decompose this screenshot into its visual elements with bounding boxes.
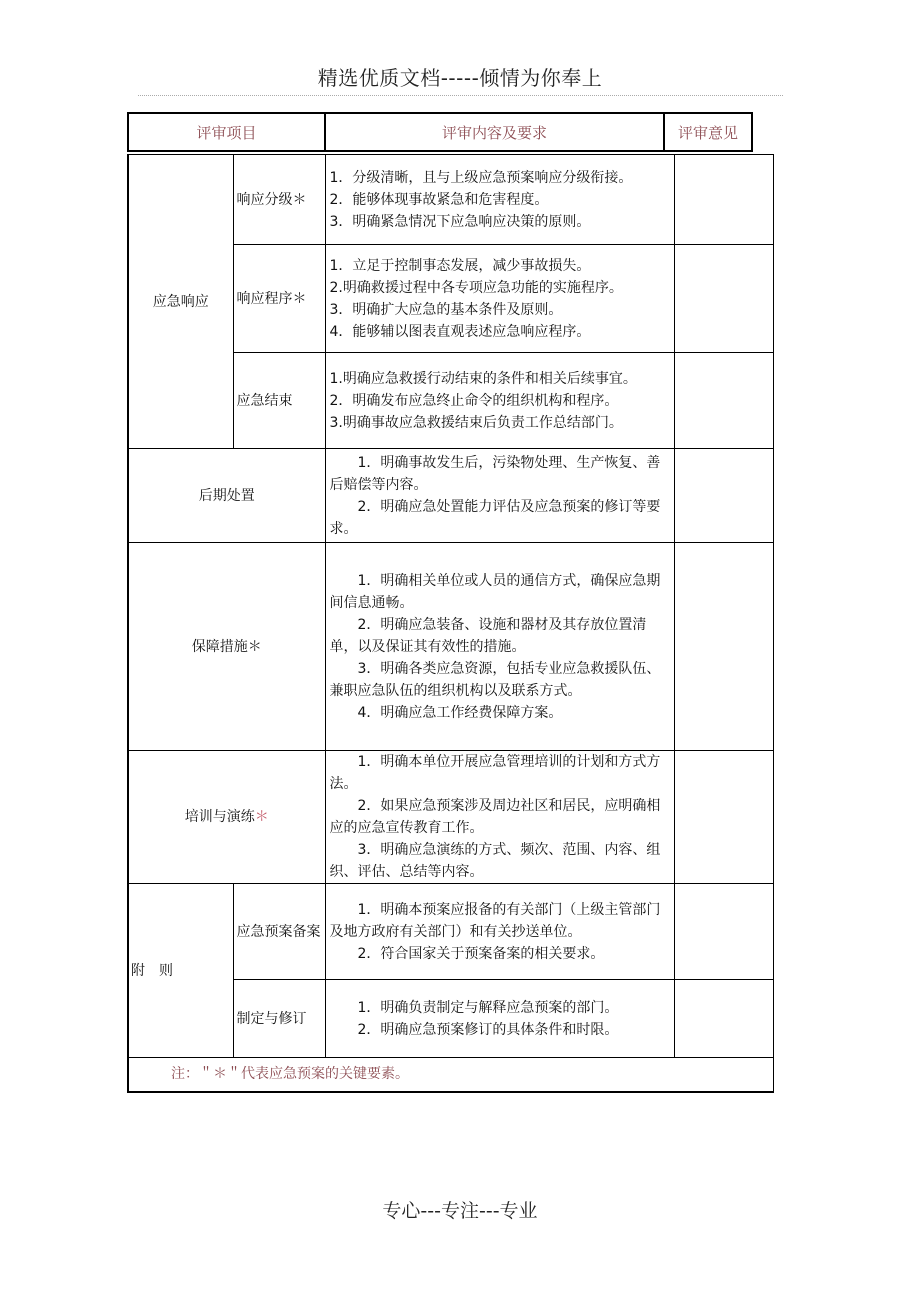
section-emergency-response: 应急响应 [128,155,233,449]
review-table [127,154,774,1093]
content-line: 2．明确应急处置能力评估及应急预案的修订等要求。 [329,498,661,537]
column-header-review-opinion: 评审意见 [664,113,752,151]
content-line: 1.明确应急救援行动结束的条件和相关后续事宜。 [329,370,637,387]
section-safeguards: 保障措施＊ [128,543,325,751]
content-line: 4．能够辅以图表直观表述应急响应程序。 [329,323,591,340]
content-line: 3．明确各类应急资源，包括专业应急救援队伍、兼职应急队伍的组织机构以及联系方式。 [329,660,661,699]
page-header: 精选优质文档-----倾情为你奉上 [317,66,603,90]
table-note: 注：＂＊＂代表应急预案的关键要素。 [128,1058,773,1092]
page-footer: 专心---专注---专业 [382,1200,538,1222]
section-training [128,751,325,884]
item-response-procedure: 响应程序＊ [233,245,325,353]
content-safeguards [325,543,674,751]
table-row [128,449,773,543]
opinion-cell[interactable] [674,155,773,245]
content-line: 2．明确应急装备、设施和器材及其存放位置清单，以及保证其有效性的措施。 [329,616,647,655]
content-line: 1．立足于控制事态发展，减少事故损失。 [329,257,591,274]
content-line: 1．明确本单位开展应急管理培训的计划和方式方法。 [329,754,661,792]
content-line: 3．明确扩大应急的基本条件及原则。 [329,301,563,318]
table-row [128,1058,773,1092]
training-label: 培训与演练 [184,809,255,825]
opinion-cell[interactable] [674,245,773,353]
column-header-review-item: 评审项目 [128,113,325,151]
content-line: 3．明确紧急情况下应急响应决策的原则。 [329,213,591,230]
item-plan-revision: 制定与修订 [233,980,325,1058]
table-row [128,543,773,751]
content-response-procedure [325,245,674,353]
content-line: 3.明确事故应急救援结束后负责工作总结部门。 [329,414,623,431]
item-plan-filing: 应急预案备案 [233,884,325,980]
table-row [128,884,773,980]
content-line: 2．明确应急预案修订的具体条件和时限。 [357,1021,619,1038]
table-header [127,112,753,152]
content-line: 3．明确应急演练的方式、频次、范围、内容、组织、评估、总结等内容。 [329,842,661,880]
content-line: 2．如果应急预案涉及周边社区和居民，应明确相应的应急宣传教育工作。 [329,798,661,836]
opinion-cell[interactable] [674,543,773,751]
header-divider [138,95,783,96]
opinion-cell[interactable] [674,751,773,884]
content-line: 4．明确应急工作经费保障方案。 [357,704,563,721]
content-plan-filing [325,884,674,980]
opinion-cell[interactable] [674,449,773,543]
content-training [325,751,674,884]
content-line: 2．能够体现事故紧急和危害程度。 [329,191,549,208]
content-line: 2.明确救援过程中各专项应急功能的实施程序。 [329,279,623,296]
content-line: 1．明确事故发生后，污染物处理、生产恢复、善后赔偿等内容。 [329,454,661,493]
content-line: 1．分级清晰，且与上级应急预案响应分级衔接。 [329,169,633,186]
section-aftermath: 后期处置 [128,449,325,543]
content-response-grading [325,155,674,245]
content-line: 2．符合国家关于预案备案的相关要求。 [357,945,605,962]
opinion-cell[interactable] [674,353,773,449]
content-aftermath [325,449,674,543]
content-plan-revision [325,980,674,1058]
opinion-cell[interactable] [674,980,773,1058]
table-row [128,751,773,884]
content-line: 2．明确发布应急终止命令的组织机构和程序。 [329,392,619,409]
table-row [128,155,773,245]
content-response-ending [325,353,674,449]
section-appendix: 附 则 [128,884,233,1058]
opinion-cell[interactable] [674,884,773,980]
content-line: 1．明确相关单位或人员的通信方式，确保应急期间信息通畅。 [329,572,661,611]
column-header-review-content: 评审内容及要求 [325,113,664,151]
item-response-grading: 响应分级＊ [233,155,325,245]
item-response-ending: 应急结束 [233,353,325,449]
key-element-star: ＊ [254,809,269,825]
content-line: 1．明确本预案应报备的有关部门（上级主管部门及地方政府有关部门）和有关抄送单位。 [329,901,661,940]
content-line: 1．明确负责制定与解释应急预案的部门。 [357,999,619,1016]
